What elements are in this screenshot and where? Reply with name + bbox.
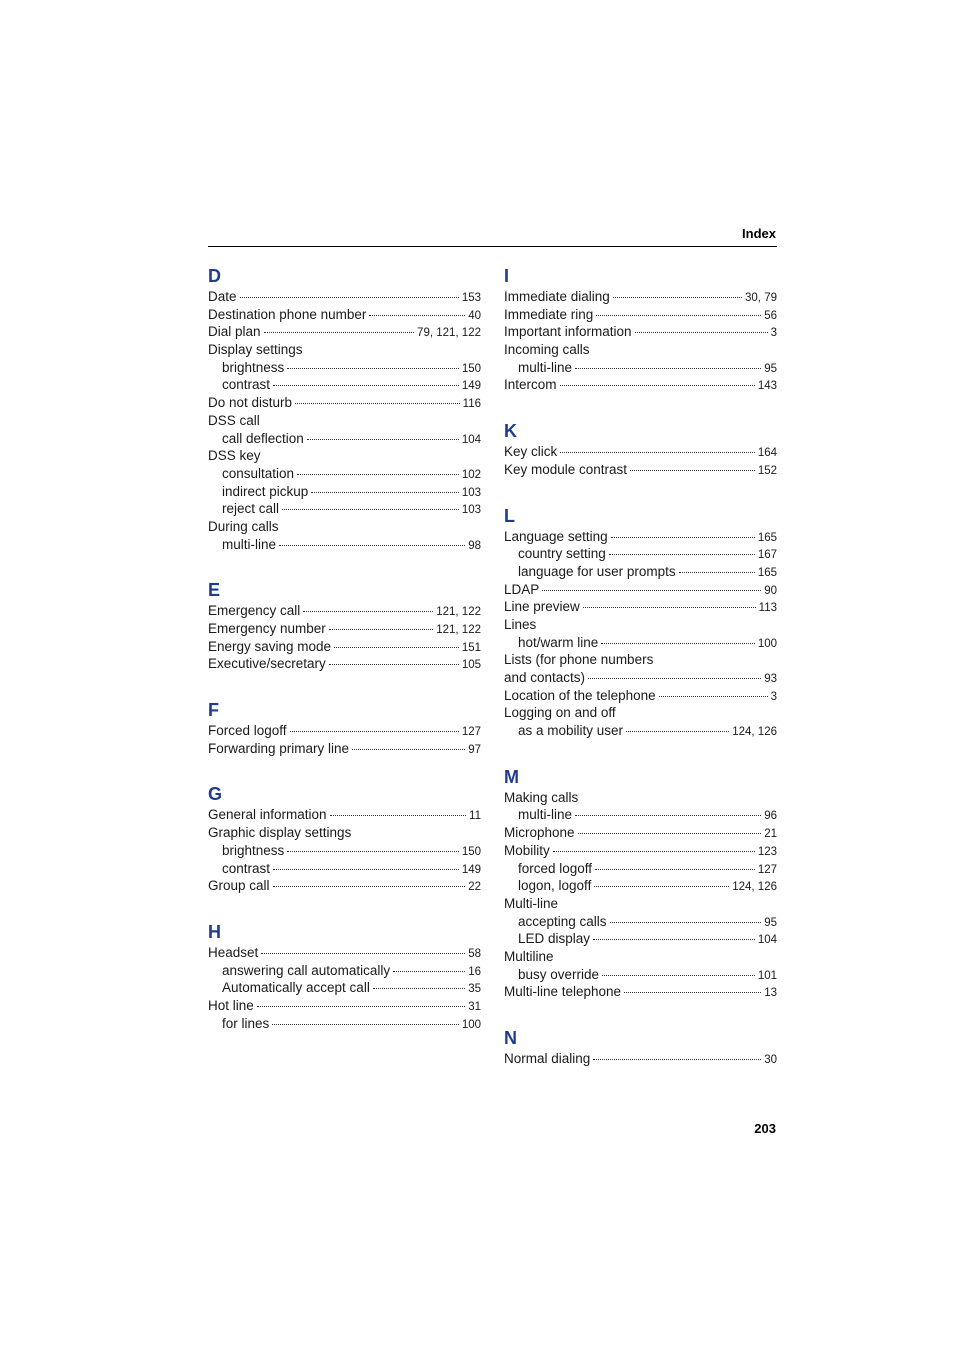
entry-text: Forwarding primary line	[208, 740, 350, 756]
entry-text: Key module contrast	[504, 461, 628, 477]
index-subentry	[504, 930, 777, 948]
entry-text: DSS call	[208, 412, 260, 428]
page-number: 203	[754, 1121, 776, 1136]
entry-page-ref: 100	[757, 637, 777, 650]
entry-text: busy override	[518, 966, 600, 982]
entry-text: Multi-line	[504, 895, 559, 911]
index-entry	[208, 306, 481, 324]
dot-leader	[330, 814, 466, 816]
index-subentry	[504, 806, 777, 824]
entry-page-ref: 167	[757, 549, 777, 562]
index-entry	[504, 842, 777, 860]
index-entry	[504, 704, 777, 722]
index-entry	[208, 655, 481, 673]
dot-leader	[257, 1005, 465, 1007]
index-subentry	[504, 722, 777, 740]
index-entry	[504, 376, 777, 394]
dot-leader	[611, 536, 755, 538]
index-entry	[504, 895, 777, 913]
entry-page-ref: 56	[764, 309, 777, 322]
entry-page-ref: 113	[758, 602, 777, 615]
index-subentry	[504, 913, 777, 931]
entry-text: Immediate dialing	[504, 289, 610, 304]
entry-text: Headset	[208, 944, 259, 960]
dot-leader	[659, 695, 768, 697]
entry-page-ref: 150	[461, 845, 481, 858]
entry-text: logon, logoff	[518, 878, 592, 894]
dot-leader	[595, 868, 755, 870]
index-subentry	[208, 376, 481, 394]
dot-leader	[560, 384, 755, 386]
entry-page-ref: 103	[461, 504, 481, 517]
entry-page-ref: 124, 126	[732, 726, 777, 739]
entry-page-ref: 121, 122	[436, 606, 481, 619]
entry-text: During calls	[208, 518, 279, 534]
entry-text: Important information	[504, 324, 632, 340]
index-entry	[208, 997, 481, 1015]
dot-leader	[601, 642, 755, 644]
index-subentry	[208, 842, 481, 860]
entry-text: multi-line	[222, 536, 277, 552]
entry-page-ref: 103	[461, 486, 481, 499]
dot-leader	[273, 384, 459, 386]
entry-page-ref: 102	[461, 468, 481, 481]
entry-page-ref: 124, 126	[732, 881, 777, 894]
section-letter: N	[504, 1028, 517, 1048]
index-section-e	[208, 578, 481, 673]
index-subentry	[208, 1015, 481, 1033]
index-subentry	[208, 536, 481, 554]
entry-text: Multi-line telephone	[504, 984, 622, 1000]
dot-leader	[596, 314, 761, 316]
dot-leader	[635, 331, 768, 333]
dot-leader	[329, 663, 459, 665]
dot-leader	[575, 367, 761, 369]
index-entry	[504, 598, 777, 616]
entry-text: Group call	[208, 878, 270, 894]
index-section-h	[208, 920, 481, 1032]
index-entry	[504, 1050, 777, 1068]
index-subentry	[208, 483, 481, 501]
entry-text: Microphone	[504, 825, 575, 841]
index-entry	[504, 581, 777, 599]
dot-leader	[264, 331, 415, 333]
entry-text: Display settings	[208, 342, 303, 358]
entry-text: for lines	[222, 1015, 270, 1031]
dot-leader	[560, 451, 755, 453]
dot-leader	[542, 589, 761, 591]
index-section-f	[208, 698, 481, 757]
dot-leader	[287, 850, 459, 852]
index-entry	[208, 620, 481, 638]
index-entry	[208, 323, 481, 341]
dot-leader	[287, 367, 459, 369]
index-entry	[208, 722, 481, 740]
entry-text: Lists (for phone numbers	[504, 652, 654, 668]
entry-text: Immediate ring	[504, 306, 594, 322]
index-subentry	[208, 359, 481, 377]
entry-page-ref: 105	[461, 659, 481, 672]
index-subentry	[504, 860, 777, 878]
dot-leader	[624, 991, 761, 993]
entry-page-ref: 93	[764, 673, 777, 685]
entry-text: Logging on and off	[504, 705, 616, 721]
dot-leader	[679, 571, 755, 573]
entry-text: country setting	[518, 546, 606, 562]
entry-page-ref: 149	[461, 863, 481, 876]
entry-page-ref: 101	[757, 969, 777, 982]
entry-page-ref: 98	[468, 539, 481, 552]
section-letter: M	[504, 766, 519, 787]
index-entry	[208, 288, 481, 306]
index-entry	[208, 447, 481, 465]
entry-text: consultation	[222, 465, 295, 481]
entry-text: LDAP	[504, 581, 540, 597]
index-subentry	[208, 962, 481, 980]
entry-text: multi-line	[518, 359, 573, 375]
index-entry	[504, 288, 777, 306]
dot-leader	[630, 469, 755, 471]
entry-text: call deflection	[222, 430, 304, 446]
entry-page-ref: 58	[468, 947, 481, 960]
entry-text: language for user prompts	[518, 563, 676, 579]
entry-text: Normal dialing	[504, 1051, 591, 1066]
index-subentry	[208, 430, 481, 448]
index-section-l	[504, 504, 777, 740]
index-subentry	[504, 634, 777, 652]
index-entry	[208, 877, 481, 895]
entry-page-ref: 164	[757, 447, 777, 460]
entry-text: contrast	[222, 377, 271, 393]
dot-leader	[575, 814, 761, 816]
index-column-left	[208, 264, 481, 1057]
entry-page-ref: 123	[757, 845, 777, 858]
index-entry	[504, 687, 777, 705]
index-entry	[208, 824, 481, 842]
entry-page-ref: 121, 122	[436, 624, 481, 636]
index-subentry	[504, 359, 777, 377]
entry-page-ref: 22	[468, 881, 481, 894]
index-section-m	[504, 765, 777, 1001]
dot-leader	[588, 677, 761, 679]
dot-leader	[272, 1023, 459, 1025]
entry-text: Emergency call	[208, 603, 301, 619]
index-section-n	[504, 1026, 777, 1068]
entry-text: Graphic display settings	[208, 825, 352, 841]
entry-page-ref: 165	[757, 531, 777, 544]
index-entry	[208, 806, 481, 824]
index-entry	[208, 394, 481, 412]
index-subentry	[208, 500, 481, 518]
dot-leader	[373, 987, 465, 989]
entry-page-ref: 90	[764, 584, 777, 597]
dot-leader	[393, 970, 465, 972]
entry-text: Destination phone number	[208, 306, 367, 322]
entry-text: DSS key	[208, 448, 261, 464]
dot-leader	[609, 553, 755, 555]
entry-page-ref: 95	[764, 916, 777, 929]
index-subentry	[208, 465, 481, 483]
entry-page-ref: 149	[461, 380, 481, 393]
entry-text: Automatically accept call	[222, 980, 370, 996]
entry-page-ref: 150	[461, 362, 481, 375]
dot-leader	[613, 296, 742, 298]
entry-page-ref: 35	[468, 983, 481, 996]
entry-text: hot/warm line	[518, 634, 599, 650]
entry-page-ref: 3	[770, 327, 777, 340]
index-entry	[504, 789, 777, 807]
entry-text: Incoming calls	[504, 342, 590, 358]
entry-text: Forced logoff	[208, 723, 287, 739]
section-letter: E	[208, 580, 221, 601]
index-subentry	[504, 545, 777, 563]
dot-leader	[290, 730, 459, 732]
index-entry	[504, 824, 777, 842]
entry-text: Date	[208, 289, 237, 304]
section-letter: I	[504, 266, 510, 286]
entry-page-ref: 79, 121, 122	[417, 327, 481, 340]
dot-leader	[583, 606, 756, 608]
index-section-i	[504, 264, 777, 394]
entry-text: Making calls	[504, 789, 579, 805]
entry-text: answering call automatically	[222, 962, 391, 978]
index-entry	[504, 651, 777, 669]
index-entry	[208, 638, 481, 656]
index-entry	[208, 740, 481, 758]
entry-page-ref: 21	[764, 828, 777, 841]
entry-text: Dial plan	[208, 324, 261, 340]
entry-text: contrast	[222, 860, 271, 876]
dot-leader	[261, 952, 465, 954]
entry-page-ref: 13	[764, 987, 777, 1000]
dot-leader	[273, 885, 466, 887]
index-subentry	[504, 563, 777, 581]
entry-text: brightness	[222, 359, 285, 375]
index-subentry	[208, 979, 481, 997]
index-entry	[208, 341, 481, 359]
dot-leader	[334, 646, 459, 648]
entry-text: indirect pickup	[222, 483, 309, 499]
index-entry	[504, 323, 777, 341]
dot-leader	[369, 314, 465, 316]
entry-text: Line preview	[504, 599, 580, 615]
section-letter: G	[208, 784, 223, 805]
section-letter: L	[504, 505, 515, 526]
entry-text: Energy saving mode	[208, 638, 332, 654]
index-section-k	[504, 419, 777, 478]
section-letter: D	[208, 266, 221, 286]
dot-leader	[311, 491, 459, 493]
entry-text: Multiline	[504, 948, 554, 964]
entry-text: LED display	[518, 931, 591, 947]
dot-leader	[303, 610, 433, 612]
entry-text: Language setting	[504, 528, 608, 544]
dot-leader	[594, 885, 729, 887]
dot-leader	[593, 1058, 761, 1060]
entry-page-ref: 104	[757, 934, 777, 947]
entry-text: Intercom	[504, 377, 557, 393]
entry-text: Do not disturb	[208, 395, 293, 411]
index-entry	[504, 616, 777, 634]
index-column-right	[504, 264, 777, 1093]
entry-page-ref: 127	[757, 863, 777, 876]
index-section-g	[208, 782, 481, 894]
entry-page-ref: 97	[468, 743, 481, 756]
index-entry	[208, 518, 481, 536]
dot-leader	[329, 628, 433, 630]
index-entry	[208, 944, 481, 962]
dot-leader	[553, 850, 755, 852]
index-subentry	[504, 966, 777, 984]
entry-page-ref: 153	[461, 292, 481, 304]
entry-page-ref: 16	[468, 965, 481, 978]
dot-leader	[297, 473, 459, 475]
entry-page-ref: 96	[764, 810, 777, 823]
dot-leader	[602, 974, 755, 976]
entry-text: as a mobility user	[518, 723, 624, 739]
index-entry	[504, 948, 777, 966]
index-entry	[208, 602, 481, 620]
entry-page-ref: 127	[461, 726, 481, 739]
entry-page-ref: 30	[764, 1054, 777, 1066]
entry-text: General information	[208, 807, 327, 823]
index-subentry	[208, 860, 481, 878]
dot-leader	[610, 921, 762, 923]
dot-leader	[626, 730, 729, 732]
entry-text: Executive/secretary	[208, 656, 326, 672]
entry-page-ref: 151	[461, 641, 481, 654]
dot-leader	[593, 938, 755, 940]
entry-text: Hot line	[208, 997, 254, 1013]
entry-text: Emergency number	[208, 621, 326, 636]
section-letter: K	[504, 421, 517, 442]
entry-page-ref: 143	[757, 380, 777, 393]
dot-leader	[352, 748, 465, 750]
entry-text: forced logoff	[518, 860, 593, 876]
index-entry	[504, 306, 777, 324]
index-entry	[208, 412, 481, 430]
entry-page-ref: 116	[462, 398, 481, 411]
entry-page-ref: 3	[770, 690, 777, 703]
entry-text: brightness	[222, 842, 285, 858]
dot-leader	[295, 402, 460, 404]
index-section-d	[208, 264, 481, 553]
entry-page-ref: 95	[764, 362, 777, 375]
index-entry	[504, 983, 777, 1001]
index-entry	[504, 461, 777, 479]
entry-text: Mobility	[504, 842, 550, 858]
index-subentry	[504, 877, 777, 895]
entry-page-ref: 40	[468, 309, 481, 322]
entry-page-ref: 11	[469, 810, 481, 823]
entry-page-ref: 100	[461, 1018, 481, 1031]
entry-text: Location of the telephone	[504, 687, 656, 703]
entry-text: and contacts)	[504, 670, 586, 685]
entry-page-ref: 152	[757, 464, 777, 477]
entry-text: Lines	[504, 616, 537, 632]
header-rule	[208, 246, 777, 247]
dot-leader	[279, 544, 465, 546]
dot-leader	[273, 868, 459, 870]
index-entry	[504, 669, 777, 687]
running-header-title: Index	[742, 226, 776, 241]
entry-page-ref: 165	[757, 566, 777, 579]
entry-page-ref: 104	[461, 433, 481, 446]
index-entry	[504, 443, 777, 461]
index-entry	[504, 528, 777, 546]
dot-leader	[578, 832, 762, 834]
entry-page-ref: 31	[468, 1000, 481, 1013]
section-letter: F	[208, 700, 219, 721]
dot-leader	[307, 438, 459, 440]
entry-page-ref: 30, 79	[745, 292, 777, 304]
section-letter: H	[208, 921, 221, 942]
entry-text: multi-line	[518, 807, 573, 823]
entry-text: accepting calls	[518, 913, 607, 929]
entry-text: reject call	[222, 501, 280, 517]
index-entry	[504, 341, 777, 359]
dot-leader	[240, 296, 459, 298]
entry-text: Key click	[504, 444, 558, 460]
dot-leader	[282, 508, 459, 510]
